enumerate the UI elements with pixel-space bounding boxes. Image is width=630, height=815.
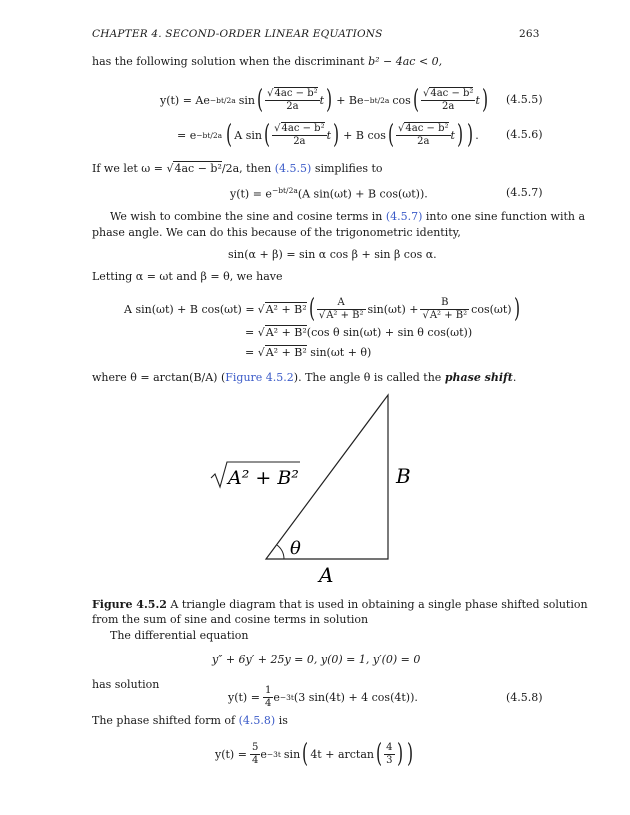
derive-l1-root: A² + B²: [265, 302, 307, 316]
eq455-frac1-den: 2a: [286, 100, 299, 112]
final-lhs: y(t) =: [215, 747, 247, 761]
ref-4-5-5-link[interactable]: (4.5.5): [274, 162, 312, 175]
final-frac-num: 5: [251, 741, 259, 753]
derive-frac-a: $\frac{A}{\text{√A² + B²}}$: [318, 296, 364, 321]
derive-l2-rhs: (cos θ sin(ωt) + sin θ cos(ωt)): [306, 326, 473, 339]
derive-sin-wt: sin(ωt) +: [367, 302, 419, 316]
triangle-diagram: [190, 390, 430, 590]
eq456-frac1: $\frac{\text{√4ac − b²}}{2a}$: [274, 122, 325, 147]
phase-form-pre: The phase shifted form of: [92, 714, 236, 727]
eq458-frac-num: 1: [264, 684, 272, 696]
final-frac-den: 4: [251, 754, 259, 766]
derive-frac-b-den: A² + B²: [429, 309, 468, 321]
intro-text: [92, 55, 442, 69]
eq456-asin: A sin: [234, 128, 262, 142]
adjacent-label: A: [319, 563, 334, 587]
phase-shift-term: phase shift: [444, 371, 513, 384]
eq455-frac1: $\frac{\text{√4ac − b²}}{2a}$: [267, 87, 318, 112]
phase-form-post: is: [278, 714, 288, 727]
final-e: e: [260, 747, 267, 761]
eq455-frac2-num: 4ac − b²: [430, 87, 474, 99]
eq458-exp: −3t: [279, 692, 294, 702]
where-theta-text: [92, 371, 516, 385]
where-pre: where θ = arctan(B/A) (: [92, 371, 226, 384]
opposite-label: B: [396, 464, 411, 488]
derivation-line-3: = √A² + B² sin(ωt + θ): [245, 346, 372, 359]
final-equation: y(t) = $\frac{5}{4}$ e −3t sin ( 4t + arctan ( $\frac{4}{3}$ ) ): [215, 739, 413, 769]
derive-cos-wt: cos(ωt): [471, 302, 512, 316]
eq455-exp2: −bt/2a: [363, 95, 390, 105]
angle-arc: [277, 545, 284, 559]
page-number: 263: [519, 28, 540, 40]
equation-4-5-7: [230, 186, 428, 201]
caption-l1: A triangle diagram that is used in obtaining a single phase shifted solution: [170, 598, 588, 611]
eq455-exp1: −bt/2a: [209, 95, 236, 105]
derive-l2-root: A² + B²: [265, 326, 307, 339]
eq455-lhs: y(t) = Ae: [160, 93, 210, 107]
eq457-lhs: y(t) = e: [230, 187, 272, 201]
eq458-frac: [263, 685, 273, 710]
derive-l2-eq: =: [245, 326, 255, 339]
eq456-lhs: = e: [177, 128, 197, 142]
eq-label-4-5-7: (4.5.7): [506, 186, 543, 199]
hypotenuse-label: A² + B²: [228, 467, 299, 489]
letting-text: Letting α = ωt and β = θ, we have: [92, 270, 283, 283]
ref-4-5-8-link[interactable]: (4.5.8): [238, 714, 276, 727]
letw-pre: If we let ω =: [92, 162, 163, 175]
final-frac2-den: 3: [386, 754, 393, 766]
eq-label-4-5-8: (4.5.8): [506, 691, 543, 704]
final-exp: −3t: [266, 749, 281, 759]
eq455-t1: t: [319, 93, 325, 107]
paragraph-combine-line1: [110, 210, 585, 224]
chapter-header: CHAPTER 4. SECOND-ORDER LINEAR EQUATIONS: [92, 28, 383, 40]
eq-label-4-5-5: (4.5.5): [506, 93, 543, 106]
final-frac2: [384, 742, 394, 767]
derivation-line-1: A sin(ωt) + B cos(ωt) = √A² + B² ( $\frac{A}{\text{√A² + B²}}$ sin(ωt) + $\frac{B}{\text{√A² + B²}}$ cos(ωt) ): [124, 294, 520, 324]
intro-math: b² − 4ac < 0,: [368, 55, 443, 68]
ref-4-5-7-link[interactable]: (4.5.7): [385, 210, 423, 223]
eq455-frac2: $\frac{\text{√4ac − b²}}{2a}$: [422, 87, 474, 112]
eq458-e: e: [273, 690, 280, 704]
eq456-frac1-den: 2a: [293, 135, 306, 147]
derivation-line-2: = √A² + B²(cos θ sin(ωt) + sin θ cos(ωt)): [245, 326, 473, 339]
letw-post: /2a, then: [221, 162, 272, 175]
derive-frac-b: $\frac{B}{\text{√A² + B²}}$: [422, 296, 468, 321]
figure-caption-line1: [92, 598, 588, 612]
letw-tail: simplifies to: [314, 162, 383, 175]
final-sin: sin: [283, 747, 301, 761]
where-end: .: [512, 371, 517, 384]
figure-caption-line2: from the sum of sine and cosine terms in solution: [92, 613, 369, 626]
eq456-frac2-den: 2a: [417, 135, 430, 147]
intro-words: has the following solution when the discriminant: [92, 55, 365, 68]
eq455-frac2-den: 2a: [442, 100, 455, 112]
eq455-mid: + Be: [336, 93, 364, 107]
equation-4-5-8: [228, 680, 418, 714]
where-mid: ). The angle θ is called the: [293, 371, 442, 384]
para1-b: into one sine function with a: [425, 210, 586, 223]
equation-4-5-6: = e −bt/2a ( A sin ( $\frac{\text{√4ac − b²}}{2a}$ t ) + B cos ( $\frac{\text{√4ac − b²}}{2a}$ t ) ) .: [177, 120, 479, 150]
derive-l3-root: A² + B²: [265, 346, 307, 359]
final-frac: [250, 742, 260, 767]
para1-a: We wish to combine the sine and cosine terms in: [110, 210, 383, 223]
eq456-bcos: + B cos: [343, 128, 386, 142]
angle-label: θ: [290, 538, 301, 559]
eq456-end: .: [475, 128, 479, 142]
eq458-rhs: (3 sin(4t) + 4 cos(4t)).: [293, 690, 418, 704]
eq456-frac2: $\frac{\text{√4ac − b²}}{2a}$: [398, 122, 449, 147]
diffeq-intro: The differential equation: [110, 629, 249, 642]
eq455-t2: t: [475, 93, 480, 107]
eq456-t1: t: [326, 128, 331, 142]
derive-l3-eq: =: [245, 346, 255, 359]
has-solution-text: has solution: [92, 678, 160, 691]
eq456-t2: t: [450, 128, 455, 142]
derive-frac-b-num: B: [420, 297, 469, 310]
equation-4-5-5: y(t) = Ae −bt/2a sin ( $\frac{\text{√4ac − b²}}{2a}$ t ) + Be −bt/2a cos ( $\frac{\text{√4ac − b²}}{2a}$ t ): [160, 85, 488, 115]
derive-frac-a-den: A² + B²: [326, 309, 364, 321]
final-frac2-num: 4: [386, 741, 393, 753]
eq456-exp: −bt/2a: [196, 130, 223, 140]
final-arg: 4t + arctan: [310, 747, 374, 761]
derive-frac-a-num: A: [317, 297, 366, 310]
derive-l3-rhs: sin(ωt + θ): [310, 346, 372, 359]
letw-root: 4ac − b²: [174, 162, 222, 175]
derive-l1-lhs: A sin(ωt) + B cos(ωt) =: [124, 302, 255, 316]
eq456-frac2-num: 4ac − b²: [405, 122, 449, 134]
eq455-cos: cos: [392, 93, 411, 107]
eq-label-4-5-6: (4.5.6): [506, 128, 543, 141]
eq455-frac1-num: 4ac − b²: [274, 87, 318, 99]
eq456-frac1-num: 4ac − b²: [281, 122, 325, 134]
trig-identity: sin(α + β) = sin α cos β + sin β cos α.: [228, 248, 437, 261]
eq457-exp: −bt/2a: [271, 186, 298, 195]
eq455-sin: sin: [238, 93, 256, 107]
eq458-frac-den: 4: [264, 697, 272, 709]
caption-tag: Figure 4.5.2: [92, 598, 167, 611]
paragraph-combine-line2: phase angle. We can do this because of the trigonometric identity,: [92, 226, 461, 239]
eq458-lhs: y(t) =: [228, 690, 260, 704]
figure-4-5-2-link[interactable]: Figure 4.5.2: [225, 371, 294, 384]
phase-form-text: [92, 714, 288, 728]
diffeq: y″ + 6y′ + 25y = 0, y(0) = 1, y′(0) = 0: [212, 653, 421, 666]
eq457-rhs: (A sin(ωt) + B cos(ωt)).: [297, 187, 428, 201]
let-omega-text: If we let ω = √4ac − b²/2a, then (4.5.5) simplifies to: [92, 162, 383, 175]
